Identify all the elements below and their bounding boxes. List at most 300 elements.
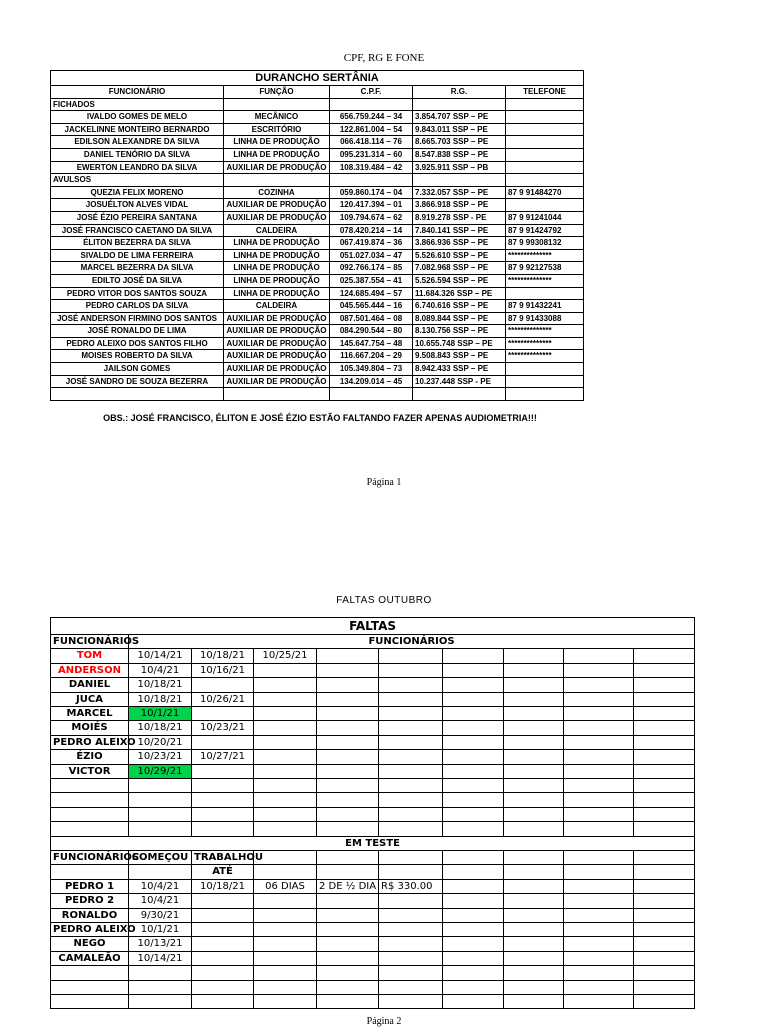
empty-cell bbox=[254, 807, 317, 821]
employee-phone bbox=[506, 375, 584, 388]
table-row bbox=[51, 262, 584, 275]
employee-role: AUXILIAR DE PRODUÇÃO bbox=[224, 337, 330, 350]
empty-cell bbox=[317, 951, 379, 965]
empty-cell bbox=[564, 663, 634, 677]
employee-cpf: 116.667.204 – 29 bbox=[330, 350, 413, 363]
empty-cell bbox=[129, 980, 192, 994]
empty-cell bbox=[224, 388, 330, 401]
employee-rg: 7.840.141 SSP – PE bbox=[413, 224, 506, 237]
empty-cell bbox=[254, 966, 317, 980]
empty-cell bbox=[317, 692, 379, 706]
empty-cell bbox=[504, 663, 564, 677]
column-header: FUNÇÃO bbox=[224, 86, 330, 99]
employee-role: LINHA DE PRODUÇÃO bbox=[224, 274, 330, 287]
empty-cell bbox=[224, 98, 330, 111]
faltas-row bbox=[51, 750, 695, 764]
absence-date: 10/18/21 bbox=[129, 678, 192, 692]
employee-name: JUCA bbox=[51, 692, 129, 706]
empty-cell bbox=[564, 649, 634, 663]
employee-phone: 87 9 92127538 bbox=[506, 262, 584, 275]
table-row bbox=[51, 350, 584, 363]
page1-header: CPF, RG E FONE bbox=[343, 52, 425, 64]
empty-cell bbox=[504, 995, 564, 1009]
teste-row bbox=[51, 937, 695, 951]
empty-cell bbox=[564, 865, 634, 879]
empty-cell bbox=[129, 793, 192, 807]
empty-cell bbox=[634, 764, 695, 778]
table-row bbox=[51, 237, 584, 250]
employee-phone: 87 9 99308132 bbox=[506, 237, 584, 250]
employee-phone bbox=[506, 287, 584, 300]
empty-cell bbox=[504, 779, 564, 793]
empty-cell bbox=[564, 980, 634, 994]
teste-value: 06 DIAS bbox=[254, 879, 317, 893]
employee-phone: ************** bbox=[506, 325, 584, 338]
empty-cell bbox=[254, 894, 317, 908]
empty-cell bbox=[129, 966, 192, 980]
employee-name: MARCEL BEZERRA DA SILVA bbox=[51, 262, 224, 275]
empty-cell bbox=[443, 649, 504, 663]
empty-cell bbox=[634, 779, 695, 793]
empty-cell bbox=[504, 807, 564, 821]
empty-cell bbox=[564, 923, 634, 937]
employee-name: RONALDO bbox=[51, 908, 129, 922]
empty-cell bbox=[564, 937, 634, 951]
employee-cpf: 087.501.464 – 08 bbox=[330, 312, 413, 325]
empty-cell bbox=[379, 851, 443, 865]
empty-cell bbox=[317, 721, 379, 735]
empty-cell bbox=[254, 793, 317, 807]
employee-role: CALDEIRA bbox=[224, 224, 330, 237]
empty-cell bbox=[254, 923, 317, 937]
table-row bbox=[51, 337, 584, 350]
em-teste-row bbox=[51, 836, 695, 850]
faltas-row bbox=[51, 663, 695, 677]
empty-cell bbox=[634, 692, 695, 706]
empty-cell bbox=[330, 388, 413, 401]
empty-cell bbox=[51, 966, 129, 980]
table-row bbox=[51, 312, 584, 325]
empty-cell bbox=[443, 721, 504, 735]
empty-cell bbox=[504, 721, 564, 735]
funcionarios-label: FUNCIONÁRIOS bbox=[51, 635, 129, 649]
employee-name: PEDRO 2 bbox=[51, 894, 129, 908]
employee-rg: 3.854.707 SSP – PE bbox=[413, 111, 506, 124]
empty-cell bbox=[317, 822, 379, 836]
table-title-row bbox=[51, 71, 584, 86]
employee-rg: 10.237.448 SSP - PE bbox=[413, 375, 506, 388]
empty-cell bbox=[317, 894, 379, 908]
empty-cell bbox=[317, 923, 379, 937]
teste-row bbox=[51, 923, 695, 937]
empty-cell bbox=[564, 822, 634, 836]
table-row bbox=[51, 249, 584, 262]
empty-cell bbox=[443, 879, 504, 893]
employee-cpf: 078.420.214 – 14 bbox=[330, 224, 413, 237]
employee-cpf: 095.231.314 – 60 bbox=[330, 148, 413, 161]
absence-date: 10/25/21 bbox=[254, 649, 317, 663]
employee-cpf: 067.419.874 – 36 bbox=[330, 237, 413, 250]
empty-cell bbox=[129, 822, 192, 836]
empty-row bbox=[51, 822, 695, 836]
faltas-row bbox=[51, 735, 695, 749]
empty-cell bbox=[413, 388, 506, 401]
employee-name: EDILSON ALEXANDRE DA SILVA bbox=[51, 136, 224, 149]
empty-cell bbox=[379, 951, 443, 965]
faltas-row bbox=[51, 678, 695, 692]
empty-cell bbox=[379, 721, 443, 735]
employee-cpf: 066.418.114 – 76 bbox=[330, 136, 413, 149]
empty-cell bbox=[564, 879, 634, 893]
empty-cell bbox=[129, 807, 192, 821]
empty-cell bbox=[254, 750, 317, 764]
employee-name: IVALDO GOMES DE MELO bbox=[51, 111, 224, 124]
empty-cell bbox=[443, 707, 504, 721]
empty-cell bbox=[379, 995, 443, 1009]
empty-cell bbox=[192, 822, 254, 836]
employee-rg: 5.526.610 SSP – PE bbox=[413, 249, 506, 262]
empty-cell bbox=[504, 649, 564, 663]
faltas-table bbox=[50, 617, 695, 1009]
teste-value: 10/1/21 bbox=[129, 923, 192, 937]
empty-cell bbox=[504, 764, 564, 778]
employee-rg: 9.508.843 SSP – PE bbox=[413, 350, 506, 363]
employee-name: DANIEL bbox=[51, 678, 129, 692]
employee-role: AUXILIAR DE PRODUÇÃO bbox=[224, 363, 330, 376]
employee-name: MARCEL bbox=[51, 707, 129, 721]
employee-phone: ************** bbox=[506, 337, 584, 350]
empty-cell bbox=[443, 779, 504, 793]
table-row bbox=[51, 148, 584, 161]
empty-cell bbox=[634, 735, 695, 749]
employee-rg: 8.130.756 SSP – PE bbox=[413, 325, 506, 338]
empty-cell bbox=[192, 923, 254, 937]
employee-role: AUXILIAR DE PRODUÇÃO bbox=[224, 161, 330, 174]
employee-cpf: 656.759.244 – 34 bbox=[330, 111, 413, 124]
employee-name: PEDRO ALEIXO DOS SANTOS FILHO bbox=[51, 337, 224, 350]
empty-cell bbox=[51, 807, 129, 821]
employee-name: SIVALDO DE LIMA FERREIRA bbox=[51, 249, 224, 262]
employee-phone: ************** bbox=[506, 249, 584, 262]
employee-role: LINHA DE PRODUÇÃO bbox=[224, 136, 330, 149]
employee-name: TOM bbox=[51, 649, 129, 663]
table-row bbox=[51, 224, 584, 237]
table-row bbox=[51, 211, 584, 224]
empty-cell bbox=[504, 793, 564, 807]
employee-phone: 87 9 91484270 bbox=[506, 186, 584, 199]
employee-name: VICTOR bbox=[51, 764, 129, 778]
empty-cell bbox=[51, 865, 129, 879]
empty-cell bbox=[504, 750, 564, 764]
empty-cell bbox=[443, 793, 504, 807]
empty-cell bbox=[330, 98, 413, 111]
empty-cell bbox=[504, 951, 564, 965]
empty-cell bbox=[317, 937, 379, 951]
empty-cell bbox=[634, 807, 695, 821]
table-title: DURANCHO SERTÂNIA bbox=[51, 71, 584, 86]
column-header: ATÉ bbox=[192, 865, 254, 879]
employee-cpf: 124.685.494 – 57 bbox=[330, 287, 413, 300]
empty-row bbox=[51, 793, 695, 807]
empty-cell bbox=[379, 707, 443, 721]
empty-cell bbox=[634, 894, 695, 908]
absence-date: 10/27/21 bbox=[192, 750, 254, 764]
teste-value: 10/14/21 bbox=[129, 951, 192, 965]
empty-cell bbox=[192, 908, 254, 922]
teste-row bbox=[51, 908, 695, 922]
employee-role: LINHA DE PRODUÇÃO bbox=[224, 287, 330, 300]
teste-value: 10/4/21 bbox=[129, 894, 192, 908]
empty-cell bbox=[192, 707, 254, 721]
absence-date: 10/26/21 bbox=[192, 692, 254, 706]
teste-value: 9/30/21 bbox=[129, 908, 192, 922]
empty-cell bbox=[564, 735, 634, 749]
employee-name: EDILTO JOSÉ DA SILVA bbox=[51, 274, 224, 287]
employee-cpf: 045.565.444 – 16 bbox=[330, 300, 413, 313]
empty-cell bbox=[506, 174, 584, 187]
empty-cell bbox=[634, 980, 695, 994]
empty-cell bbox=[564, 807, 634, 821]
employee-cpf: 025.387.554 – 41 bbox=[330, 274, 413, 287]
employee-name: JAILSON GOMES bbox=[51, 363, 224, 376]
empty-cell bbox=[192, 995, 254, 1009]
empty-cell bbox=[443, 750, 504, 764]
empty-cell bbox=[634, 707, 695, 721]
absence-date: 10/18/21 bbox=[129, 692, 192, 706]
teste-value: 10/18/21 bbox=[192, 879, 254, 893]
table-row bbox=[51, 325, 584, 338]
empty-cell bbox=[443, 807, 504, 821]
section-fichados bbox=[51, 98, 584, 111]
employee-phone: 87 9 91424792 bbox=[506, 224, 584, 237]
empty-cell bbox=[504, 692, 564, 706]
empty-row bbox=[51, 995, 695, 1009]
funcionarios-span-label: FUNCIONÁRIOS bbox=[129, 635, 695, 649]
employee-rg: 11.684.326 SSP – PE bbox=[413, 287, 506, 300]
empty-cell bbox=[192, 735, 254, 749]
empty-cell bbox=[379, 735, 443, 749]
empty-cell bbox=[443, 894, 504, 908]
absence-date: 10/20/21 bbox=[129, 735, 192, 749]
employee-name: JOSÉ RONALDO DE LIMA bbox=[51, 325, 224, 338]
employee-rg: 8.919.278 SSP - PE bbox=[413, 211, 506, 224]
empty-cell bbox=[379, 937, 443, 951]
employee-role: AUXILIAR DE PRODUÇÃO bbox=[224, 350, 330, 363]
empty-cell bbox=[443, 966, 504, 980]
employee-name: DANIEL TENÓRIO DA SILVA bbox=[51, 148, 224, 161]
empty-cell bbox=[254, 865, 317, 879]
employee-role: AUXILIAR DE PRODUÇÃO bbox=[224, 199, 330, 212]
empty-cell bbox=[317, 851, 379, 865]
empty-cell bbox=[634, 995, 695, 1009]
table-row bbox=[51, 375, 584, 388]
employee-phone bbox=[506, 111, 584, 124]
empty-cell bbox=[317, 707, 379, 721]
employee-rg: 7.082.968 SSP – PE bbox=[413, 262, 506, 275]
employee-rg: 3.925.911 SSP – PB bbox=[413, 161, 506, 174]
empty-cell bbox=[254, 908, 317, 922]
empty-cell bbox=[317, 735, 379, 749]
empty-cell bbox=[504, 678, 564, 692]
empty-cell bbox=[254, 735, 317, 749]
teste-row bbox=[51, 894, 695, 908]
employee-name: PEDRO VITOR DOS SANTOS SOUZA bbox=[51, 287, 224, 300]
empty-cell bbox=[443, 995, 504, 1009]
employee-name: JOSÉ ÉZIO PEREIRA SANTANA bbox=[51, 211, 224, 224]
teste-value: 2 DE ½ DIA bbox=[317, 879, 379, 893]
empty-cell bbox=[564, 779, 634, 793]
faltas-row bbox=[51, 721, 695, 735]
employee-role: CALDEIRA bbox=[224, 300, 330, 313]
empty-cell bbox=[192, 894, 254, 908]
empty-cell bbox=[443, 951, 504, 965]
empty-cell bbox=[564, 692, 634, 706]
empty-cell bbox=[634, 721, 695, 735]
employee-cpf: 084.290.544 – 80 bbox=[330, 325, 413, 338]
empty-cell bbox=[564, 851, 634, 865]
employee-role: AUXILIAR DE PRODUÇÃO bbox=[224, 375, 330, 388]
empty-cell bbox=[564, 721, 634, 735]
empty-row bbox=[51, 966, 695, 980]
faltas-row bbox=[51, 692, 695, 706]
empty-cell bbox=[192, 764, 254, 778]
empty-row bbox=[51, 779, 695, 793]
employee-rg: 3.866.918 SSP – PE bbox=[413, 199, 506, 212]
empty-cell bbox=[379, 908, 443, 922]
teste-row bbox=[51, 879, 695, 893]
empty-cell bbox=[317, 807, 379, 821]
teste-header-row bbox=[51, 851, 695, 865]
employee-name: PEDRO ALEIXO bbox=[51, 923, 129, 937]
empty-cell bbox=[504, 851, 564, 865]
faltas-title: FALTAS bbox=[51, 618, 695, 635]
empty-cell bbox=[317, 764, 379, 778]
empty-cell bbox=[564, 951, 634, 965]
table-row bbox=[51, 363, 584, 376]
employee-phone: 87 9 91433088 bbox=[506, 312, 584, 325]
empty-cell bbox=[564, 894, 634, 908]
empty-cell bbox=[443, 692, 504, 706]
employee-rg: 8.942.433 SSP – PE bbox=[413, 363, 506, 376]
empty-cell bbox=[129, 995, 192, 1009]
table-row bbox=[51, 300, 584, 313]
empty-cell bbox=[254, 721, 317, 735]
employee-role: AUXILIAR DE PRODUÇÃO bbox=[224, 211, 330, 224]
employee-cpf: 122.861.004 – 54 bbox=[330, 123, 413, 136]
teste-header-row-2 bbox=[51, 865, 695, 879]
absence-date: 10/18/21 bbox=[192, 649, 254, 663]
section-avulsos bbox=[51, 174, 584, 187]
column-header: C.P.F. bbox=[330, 86, 413, 99]
empty-cell bbox=[379, 779, 443, 793]
teste-value: 10/13/21 bbox=[129, 937, 192, 951]
employee-role: LINHA DE PRODUÇÃO bbox=[224, 249, 330, 262]
column-header: FUNCIONÁRIO bbox=[51, 86, 224, 99]
empty-cell bbox=[564, 707, 634, 721]
empty-cell bbox=[379, 980, 443, 994]
employee-phone: 87 9 91432241 bbox=[506, 300, 584, 313]
employee-name: JOSÉ ANDERSON FIRMINO DOS SANTOS bbox=[51, 312, 224, 325]
absence-date: 10/1/21 bbox=[129, 707, 192, 721]
table-row bbox=[51, 287, 584, 300]
faltas-row bbox=[51, 649, 695, 663]
empty-cell bbox=[51, 388, 224, 401]
employee-rg: 8.089.844 SSP – PE bbox=[413, 312, 506, 325]
employee-rg: 8.665.703 SSP – PE bbox=[413, 136, 506, 149]
employee-role: LINHA DE PRODUÇÃO bbox=[224, 262, 330, 275]
empty-cell bbox=[504, 707, 564, 721]
empty-cell bbox=[443, 865, 504, 879]
empty-cell bbox=[317, 750, 379, 764]
employee-name: ANDERSON bbox=[51, 663, 129, 677]
empty-cell bbox=[506, 388, 584, 401]
empty-cell bbox=[504, 966, 564, 980]
empty-cell bbox=[634, 649, 695, 663]
employee-phone bbox=[506, 136, 584, 149]
employee-name: QUEZIA FELIX MORENO bbox=[51, 186, 224, 199]
empty-cell bbox=[443, 980, 504, 994]
employee-role: LINHA DE PRODUÇÃO bbox=[224, 148, 330, 161]
empty-cell bbox=[254, 951, 317, 965]
empty-cell bbox=[443, 923, 504, 937]
empty-cell bbox=[254, 980, 317, 994]
employee-rg: 7.332.057 SSP – PE bbox=[413, 186, 506, 199]
employee-rg: 5.526.594 SSP – PE bbox=[413, 274, 506, 287]
employee-name: ÉLITON BEZERRA DA SILVA bbox=[51, 237, 224, 250]
empty-cell bbox=[443, 937, 504, 951]
empty-cell bbox=[379, 865, 443, 879]
employee-name: JOSÉ FRANCISCO CAETANO DA SILVA bbox=[51, 224, 224, 237]
employee-role: COZINHA bbox=[224, 186, 330, 199]
empty-cell bbox=[317, 980, 379, 994]
employee-name: JOSÉ SANDRO DE SOUZA BEZERRA bbox=[51, 375, 224, 388]
table-row bbox=[51, 186, 584, 199]
empty-cell bbox=[254, 779, 317, 793]
page2-footer: Página 2 bbox=[366, 1016, 402, 1027]
employee-name: JACKELINNE MONTEIRO BERNARDO bbox=[51, 123, 224, 136]
empty-cell bbox=[634, 822, 695, 836]
empty-cell bbox=[443, 851, 504, 865]
empty-cell bbox=[379, 764, 443, 778]
employee-phone: ************** bbox=[506, 350, 584, 363]
empty-row bbox=[51, 807, 695, 821]
column-header: COMEÇOU bbox=[129, 851, 192, 865]
page1-footer: Página 1 bbox=[366, 477, 402, 488]
empty-cell bbox=[504, 923, 564, 937]
empty-cell bbox=[317, 865, 379, 879]
empty-cell bbox=[379, 649, 443, 663]
empty-cell bbox=[192, 951, 254, 965]
empty-cell bbox=[504, 980, 564, 994]
empty-cell bbox=[330, 174, 413, 187]
employee-phone bbox=[506, 123, 584, 136]
empty-cell bbox=[379, 822, 443, 836]
empty-cell bbox=[634, 750, 695, 764]
empty-cell bbox=[564, 750, 634, 764]
empty-cell bbox=[51, 779, 129, 793]
faltas-row bbox=[51, 764, 695, 778]
employee-name: PEDRO 1 bbox=[51, 879, 129, 893]
teste-value: R$ 330.00 bbox=[379, 879, 443, 893]
empty-cell bbox=[634, 851, 695, 865]
empty-cell bbox=[634, 923, 695, 937]
table-row bbox=[51, 111, 584, 124]
employee-name: CAMALEÃO bbox=[51, 951, 129, 965]
empty-cell bbox=[564, 793, 634, 807]
employee-cpf: 092.766.174 – 85 bbox=[330, 262, 413, 275]
obs-note: OBS.: JOSÉ FRANCISCO, ÉLITON E JOSÉ ÉZIO ESTÃO FALTANDO FAZER APENAS AUDIOMETRIA!!! bbox=[103, 413, 537, 423]
employee-cpf: 105.349.804 – 73 bbox=[330, 363, 413, 376]
